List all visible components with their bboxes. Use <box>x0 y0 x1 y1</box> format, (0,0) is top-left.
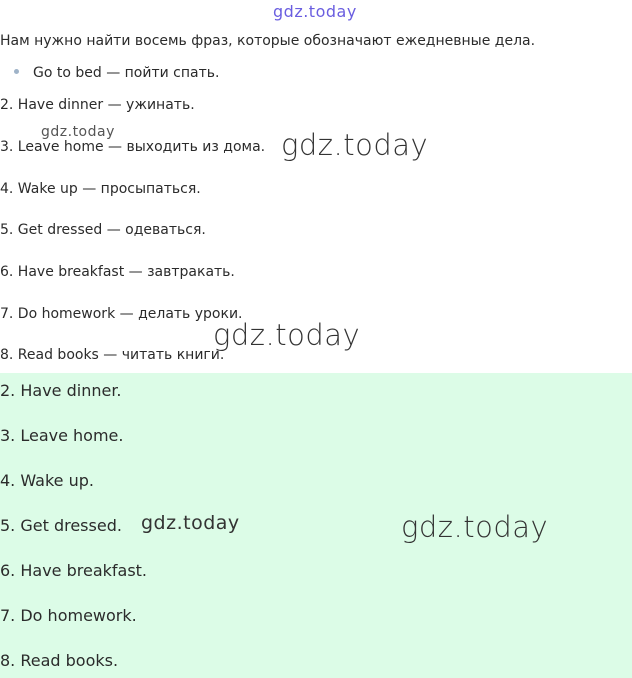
watermark-top: gdz.today <box>273 2 357 21</box>
bullet-dot-icon <box>14 69 19 74</box>
phrase-2: 2. Have dinner — ужинать. <box>0 97 195 113</box>
answer-5: 5. Get dressed. <box>0 516 122 535</box>
watermark-large-b: gdz.today <box>213 318 361 352</box>
answer-6: 6. Have breakfast. <box>0 561 148 580</box>
watermark-medium: gdz.today <box>141 512 240 534</box>
phrase-1: Go to bed — пойти спать. <box>33 65 220 81</box>
phrase-5: 5. Get dressed — одеваться. <box>0 222 206 238</box>
watermark-large-a: gdz.today <box>281 128 429 162</box>
answer-4: 4. Wake up. <box>0 471 94 490</box>
answer-7: 7. Do homework. <box>0 606 137 625</box>
bullet-item <box>14 65 219 81</box>
answer-8: 8. Read books. <box>0 651 119 670</box>
watermark-large-c: gdz.today <box>401 510 549 544</box>
phrase-4: 4. Wake up — просыпаться. <box>0 181 201 197</box>
phrase-8: 8. Read books — читать книги. <box>0 347 225 363</box>
intro-text: Нам нужно найти восемь фраз, которые обозначают ежедневные дела. <box>0 33 536 49</box>
answer-2: 2. Have dinner. <box>0 381 122 400</box>
answer-3: 3. Leave home. <box>0 426 124 445</box>
phrase-6: 6. Have breakfast — завтракать. <box>0 264 235 280</box>
phrase-3: 3. Leave home — выходить из дома. <box>0 139 266 155</box>
watermark-small: gdz.today <box>41 124 115 140</box>
phrase-7: 7. Do homework — делать уроки. <box>0 306 243 322</box>
